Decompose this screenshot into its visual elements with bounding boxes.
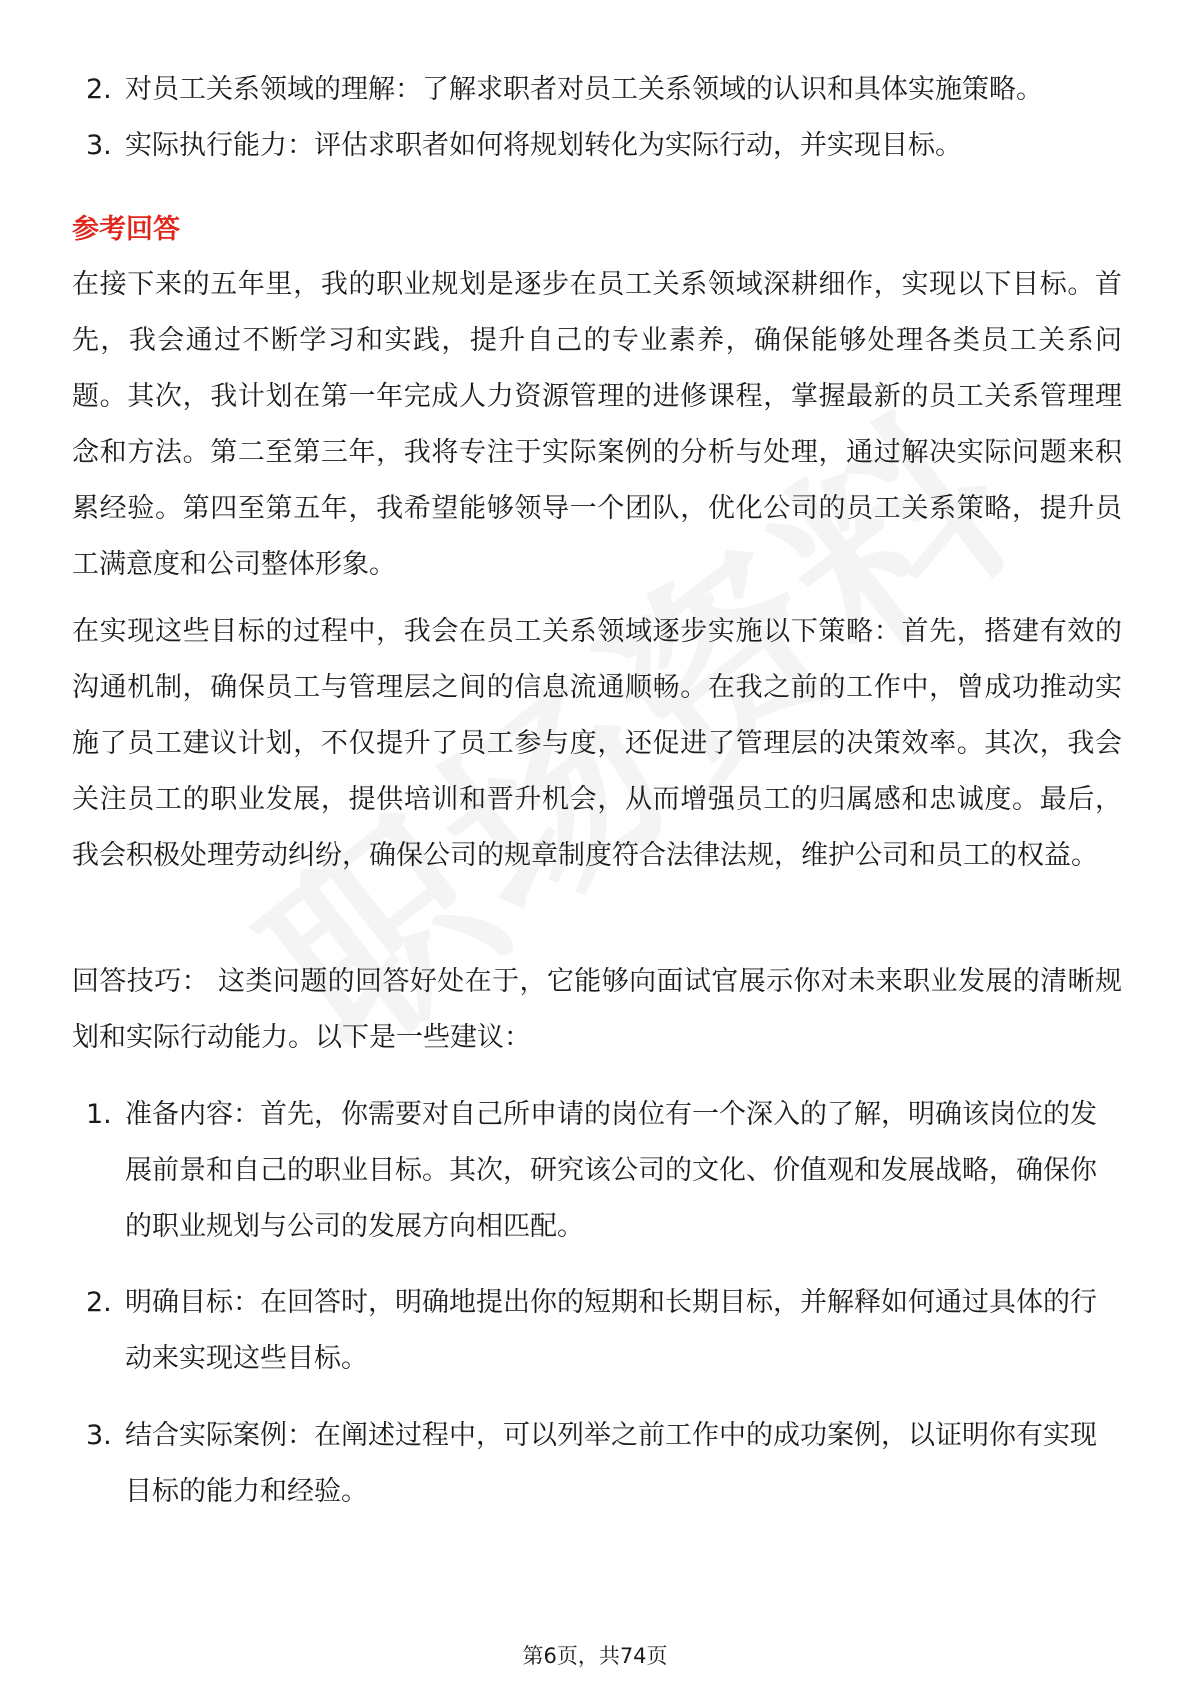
list-text: 明确目标：在回答时，明确地提出你的短期和长期目标，并解释如何通过具体的行动来实现这些目标。: [125, 1287, 1097, 1374]
page-footer: 第6页，共74页: [522, 1644, 668, 1668]
list-text: 对员工关系领域的理解：了解求职者对员工关系领域的认识和具体实施策略。: [125, 74, 1043, 105]
section-heading: 参考回答: [72, 214, 180, 245]
list-item: [72, 1275, 1122, 1387]
list-number: 2.: [86, 1287, 112, 1318]
list-text: 准备内容：首先，你需要对自己所申请的岗位有一个深入的了解，明确该岗位的发展前景和自己的职业目标。其次，研究该公司的文化、价值观和发展战略，确保你的职业规划与公司的发展方向相匹配。: [125, 1099, 1097, 1242]
list-item: [72, 1408, 1122, 1520]
list-number: 3.: [86, 1420, 112, 1451]
list-text: 实际执行能力：评估求职者如何将规划转化为实际行动，并实现目标。: [125, 130, 962, 161]
paragraph: 在实现这些目标的过程中，我会在员工关系领域逐步实施以下策略：首先，搭建有效的沟通机制，确保员工与管理层之间的信息流通顺畅。在我之前的工作中，曾成功推动实施了员工建议计划，不仅提升了员工参与度，还促进了管理层的决策效率。其次，我会关注员工的职业发展，提供培训和晋升机会，从而增强员工的归属感和忠诚度。最后，我会积极处理劳动纠纷，确保公司的规章制度符合法律法规，维护公司和员工的权益。: [72, 616, 1122, 871]
list-number: 2.: [86, 74, 112, 105]
list-item: [72, 118, 1122, 174]
tips-intro: 回答技巧： 这类问题的回答好处在于，它能够向面试官展示你对未来职业发展的清晰规划和实际行动能力。以下是一些建议：: [72, 966, 1122, 1053]
list-number: 1.: [86, 1099, 112, 1130]
list-text: 结合实际案例：在阐述过程中，可以列举之前工作中的成功案例，以证明你有实现目标的能力和经验。: [125, 1420, 1097, 1507]
list-item: [72, 1087, 1122, 1255]
list-item: [72, 62, 1122, 118]
paragraph: 在接下来的五年里，我的职业规划是逐步在员工关系领域深耕细作，实现以下目标。首先，我会通过不断学习和实践，提升自己的专业素养，确保能够处理各类员工关系问题。其次，我计划在第一年完成人力资源管理的进修课程，掌握最新的员工关系管理理念和方法。第二至第三年，我将专注于实际案例的分析与处理，通过解决实际问题来积累经验。第四至第五年，我希望能够领导一个团队，优化公司的员工关系策略，提升员工满意度和公司整体形象。: [72, 269, 1122, 580]
list-number: 3.: [86, 130, 112, 161]
